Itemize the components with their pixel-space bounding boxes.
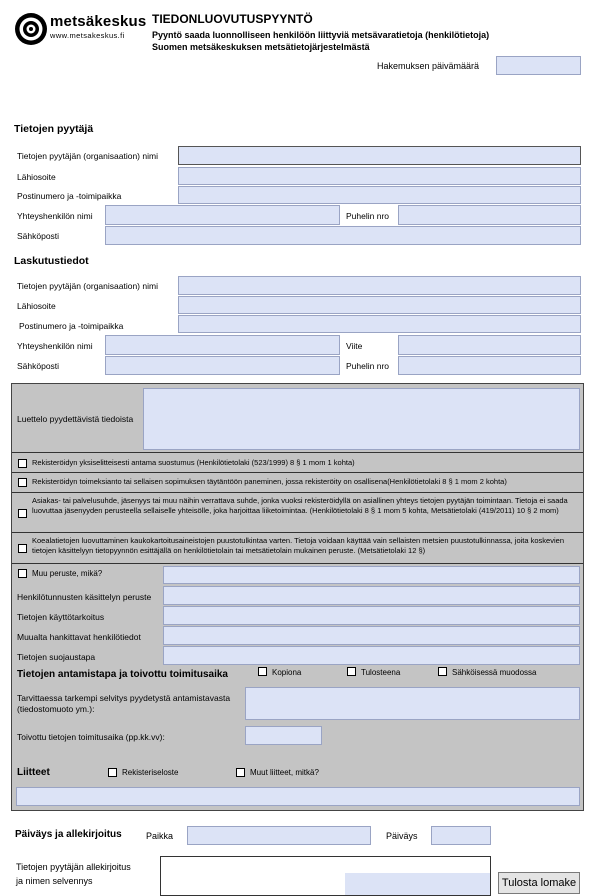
other-sources-label: Muualta hankittavat henkilötiedot — [17, 632, 141, 642]
name-clarification-field[interactable] — [345, 873, 490, 895]
delivery-detail-label: Tarvittaessa tarkempi selvitys pyydetystä antamistavasta (tiedostomuoto ym.): — [17, 693, 231, 714]
requester-org-field[interactable] — [178, 146, 581, 165]
billing-postal-label: Postinumero ja -toimipaikka — [19, 321, 124, 331]
attachments-field[interactable] — [16, 787, 580, 806]
logo-url: www.metsakeskus.fi — [50, 31, 125, 40]
requester-contact-label: Yhteyshenkilön nimi — [17, 211, 93, 221]
signature-label-2: ja nimen selvennys — [16, 876, 93, 886]
metsakeskus-logo-icon — [14, 12, 48, 46]
billing-org-label: Tietojen pyytäjän (organisaation) nimi — [17, 281, 158, 291]
requester-phone-field[interactable] — [398, 205, 581, 225]
ssn-basis-label: Henkilötunnusten käsittelyn peruste — [17, 592, 152, 602]
attachments-section-title: Liitteet — [17, 767, 50, 778]
delivery-time-field[interactable] — [245, 726, 322, 745]
protection-label: Tietojen suojaustapa — [17, 652, 96, 662]
billing-email-label: Sähköposti — [17, 361, 60, 371]
divider — [12, 472, 583, 473]
signature-date-label: Päiväys — [386, 831, 418, 841]
billing-address-label: Lähiosoite — [17, 301, 56, 311]
other-attachments-checkbox[interactable] — [236, 768, 245, 777]
requester-postal-field[interactable] — [178, 186, 581, 204]
electronic-checkbox[interactable] — [438, 667, 447, 676]
consent-checkbox[interactable] — [18, 459, 27, 468]
page-subtitle-1: Pyyntö saada luonnolliseen henkilöön liittyviä metsävaratietoja (henkilötietoja) — [152, 30, 490, 40]
sample-plot-checkbox[interactable] — [18, 544, 27, 553]
register-description-label: Rekisteriseloste — [122, 768, 179, 777]
delivery-time-label: Toivottu tietojen toimitusaika (pp.kk.vv): — [17, 732, 165, 742]
billing-org-field[interactable] — [178, 276, 581, 295]
print-form-button[interactable]: Tulosta lomake — [498, 872, 580, 894]
customer-relation-option-label: Asiakas- tai palvelusuhde, jäsenyys tai muu näihin verrattava suhde, jonka vuoksi rekisteröidyllä on asiallinen yhteys tietojen pyytäjän toimintaan. Tietoja ei saada luovuttaa jäsenyyden perusteella sellaiselle yhteisölle, joka harjoittaa liiketoimintaa. (Henkilötietolaki 8 § 1 mom 5 kohta, Metsätietolaki (419/2011) 10 § 2 mom) — [32, 496, 568, 515]
other-attachments-label: Muut liitteet, mitkä? — [250, 768, 319, 777]
billing-contact-label: Yhteyshenkilön nimi — [17, 341, 93, 351]
billing-phone-field[interactable] — [398, 356, 581, 375]
printout-checkbox[interactable] — [347, 667, 356, 676]
requester-contact-field[interactable] — [105, 205, 340, 225]
billing-address-field[interactable] — [178, 296, 581, 314]
requester-address-field[interactable] — [178, 167, 581, 185]
purpose-field[interactable] — [163, 606, 580, 625]
signature-label-1: Tietojen pyytäjän allekirjoitus — [16, 862, 131, 872]
printout-label: Tulosteena — [361, 668, 401, 677]
requested-data-list-label: Luettelo pyydettävistä tiedoista — [17, 414, 134, 424]
billing-phone-label: Puhelin nro — [346, 361, 390, 371]
divider — [12, 452, 583, 453]
ssn-basis-field[interactable] — [163, 586, 580, 605]
billing-postal-field[interactable] — [178, 315, 581, 333]
page-subtitle-2: Suomen metsäkeskuksen metsätietojärjestelmästä — [152, 42, 370, 52]
divider — [12, 563, 583, 564]
other-sources-field[interactable] — [163, 626, 580, 645]
customer-relation-checkbox[interactable] — [18, 509, 27, 518]
signature-section-title: Päiväys ja allekirjoitus — [15, 829, 122, 840]
delivery-section-title: Tietojen antamistapa ja toivottu toimitusaika — [17, 669, 228, 680]
sample-plot-option-label: Koealatietojen luovuttaminen kaukokartoitusaineistojen puustotulkintaa varten. Tietoja voidaan käyttää vain sellaisten metsien puustotulkinnassa, joita koskevien tietojen käsittelyyn tietopyynnön esittäjällä on henkilötietolain tai metsätietolain mukainen peruste. (Metsätietolaki 12 §) — [32, 536, 564, 555]
billing-contact-field[interactable] — [105, 335, 340, 355]
other-basis-label: Muu peruste, mikä? — [32, 569, 103, 578]
billing-reference-label: Viite — [346, 341, 363, 351]
logo-text: metsäkeskus — [50, 13, 147, 30]
register-description-checkbox[interactable] — [108, 768, 117, 777]
requester-email-field[interactable] — [105, 226, 581, 245]
copy-label: Kopiona — [272, 668, 302, 677]
billing-email-field[interactable] — [105, 356, 340, 375]
protection-field[interactable] — [163, 646, 580, 665]
place-label: Paikka — [146, 831, 174, 841]
purpose-label: Tietojen käyttötarkoitus — [17, 612, 105, 622]
signature-date-field[interactable] — [431, 826, 491, 845]
application-date-label: Hakemuksen päivämäärä — [377, 61, 480, 71]
other-basis-checkbox[interactable] — [18, 569, 27, 578]
billing-section-title: Laskutustiedot — [14, 255, 89, 267]
requester-section-title: Tietojen pyytäjä — [14, 123, 94, 135]
contract-option-label: Rekisteröidyn toimeksianto tai sellaisen sopimuksen täytäntöön paneminen, jossa rekisteröity on osallisena(Henkilötietolaki 8 § 1 mom 2 kohta) — [32, 477, 507, 486]
billing-reference-field[interactable] — [398, 335, 581, 355]
other-basis-field[interactable] — [163, 566, 580, 584]
requester-postal-label: Postinumero ja -toimipaikka — [17, 191, 122, 201]
requester-phone-label: Puhelin nro — [346, 211, 390, 221]
electronic-label: Sähköisessä muodossa — [452, 668, 537, 677]
place-field[interactable] — [187, 826, 371, 845]
application-date-field[interactable] — [496, 56, 581, 75]
requested-data-list-field[interactable] — [143, 388, 580, 450]
delivery-detail-field[interactable] — [245, 687, 580, 720]
divider — [12, 532, 583, 533]
contract-checkbox[interactable] — [18, 478, 27, 487]
consent-option-label: Rekisteröidyn yksiselitteisesti antama suostumus (Henkilötietolaki (523/1999) 8 § 1 mom 1 kohta) — [32, 458, 355, 467]
copy-checkbox[interactable] — [258, 667, 267, 676]
page-title: TIEDONLUOVUTUSPYYNTÖ — [152, 12, 313, 26]
requester-email-label: Sähköposti — [17, 231, 60, 241]
requester-address-label: Lähiosoite — [17, 172, 56, 182]
requester-org-label: Tietojen pyytäjän (organisaation) nimi — [17, 151, 158, 161]
divider — [12, 492, 583, 493]
